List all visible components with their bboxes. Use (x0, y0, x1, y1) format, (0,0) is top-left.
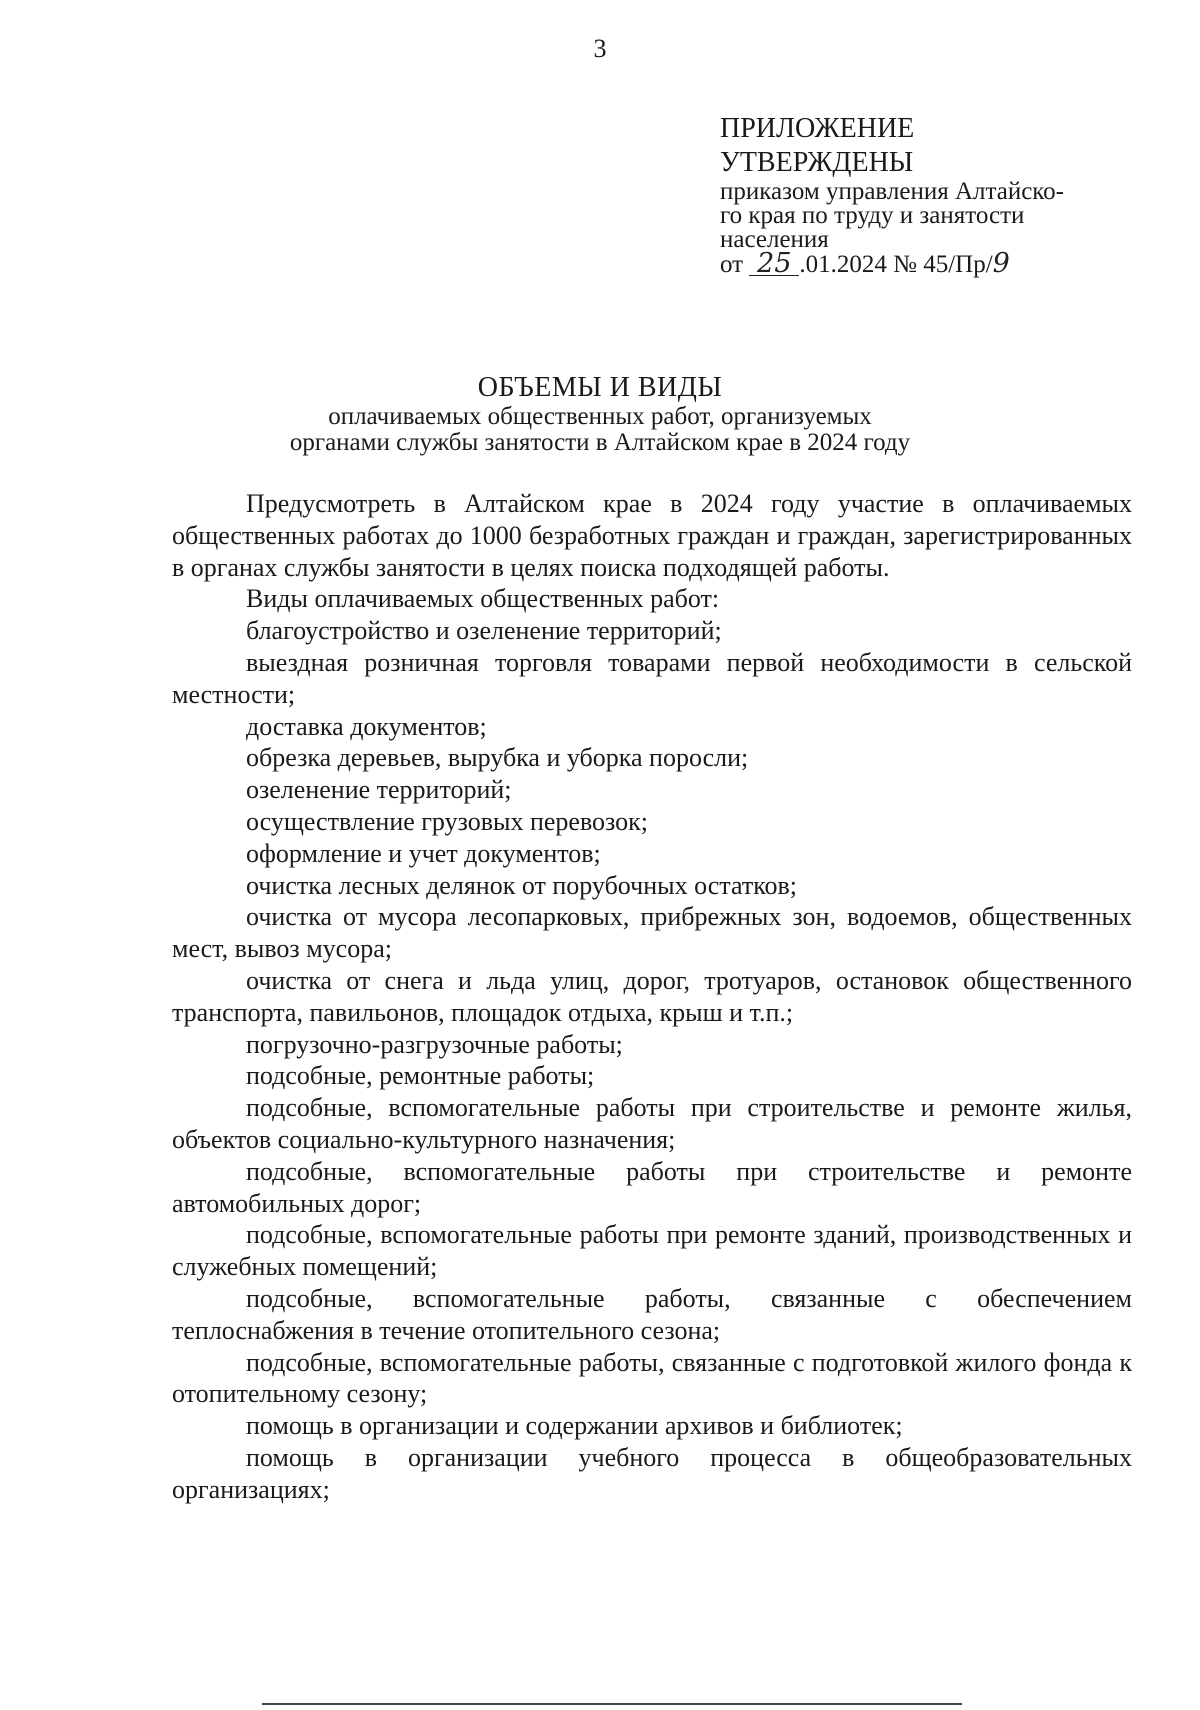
appendix-label: ПРИЛОЖЕНИЕ (720, 113, 915, 144)
page-number: 3 (593, 34, 607, 63)
paragraph: Предусмотреть в Алтайском крае в 2024 году участие в оплачиваемых общественных работах до 1000 безработных граждан и граждан, зарегистрированных в органах службы занятости в целях поиска подходящей работы. (172, 489, 1132, 582)
paragraph: Виды оплачиваемых общественных работ: (246, 584, 720, 614)
approval-order-text-2: го края по труду и занятости (720, 202, 1025, 229)
order-date-prefix: от (720, 251, 750, 278)
list-item: обрезка деревьев, вырубка и уборка поросли; (246, 743, 749, 773)
handwritten-order-suffix: 9 (992, 248, 1010, 279)
list-item: осуществление грузовых перевозок; (246, 806, 649, 836)
handwritten-day: 25 (749, 253, 799, 276)
list-item: подсобные, вспомогательные работы, связанные с подготовкой жилого фонда к отопительному сезону; (172, 1347, 1132, 1409)
document-subtitle-1: оплачиваемых общественных работ, организуемых (328, 403, 872, 430)
list-item: очистка лесных делянок от порубочных остатков; (246, 870, 798, 900)
list-item: погрузочно-разгрузочные работы; (246, 1029, 623, 1059)
list-item: подсобные, вспомогательные работы при строительстве и ремонте автомобильных дорог; (172, 1156, 1132, 1218)
list-item: подсобные, вспомогательные работы, связанные с обеспечением теплоснабжения в течение отопительного сезона; (172, 1283, 1132, 1345)
order-number-line (720, 248, 1140, 279)
list-item: очистка от мусора лесопарковых, прибрежных зон, водоемов, общественных мест, вывоз мусора; (172, 902, 1132, 964)
list-item: оформление и учет документов; (246, 838, 601, 868)
document-title: ОБЪЕМЫ И ВИДЫ (477, 372, 723, 403)
list-item: очистка от снега и льда улиц, дорог, тротуаров, остановок общественного транспорта, павильонов, площадок отдыха, крыш и т.п.; (172, 965, 1132, 1027)
list-item: доставка документов; (246, 711, 487, 741)
approval-order-text-1: приказом управления Алтайско- (720, 178, 1065, 205)
approved-label: УТВЕРЖДЕНЫ (720, 147, 914, 178)
approval-block (720, 112, 1140, 277)
list-item: озеленение территорий; (246, 775, 512, 805)
list-item: подсобные, вспомогательные работы при строительстве и ремонте жилья, объектов социально-культурного назначения; (172, 1093, 1132, 1154)
list-item: помощь в организации и содержании архивов и библиотек; (246, 1411, 903, 1441)
list-item: благоустройство и озеленение территорий; (246, 616, 722, 646)
document-title-block (0, 372, 1200, 456)
list-item: выездная розничная торговля товарами первой необходимости в сельской местности; (172, 647, 1132, 709)
order-date-rest: .01.2024 № 45/Пр/ (799, 251, 993, 278)
footer-divider (262, 1703, 962, 1705)
list-item: помощь в организации учебного процесса в общеобразовательных организациях; (172, 1442, 1132, 1504)
list-item: подсобные, ремонтные работы; (246, 1061, 595, 1091)
approval-order-text-3: населения (720, 226, 829, 253)
list-item: подсобные, вспомогательные работы при ремонте зданий, производственных и служебных помещений; (172, 1220, 1132, 1282)
document-subtitle-2: органами службы занятости в Алтайском крае в 2024 году (289, 429, 911, 456)
document-body (172, 488, 1132, 1506)
